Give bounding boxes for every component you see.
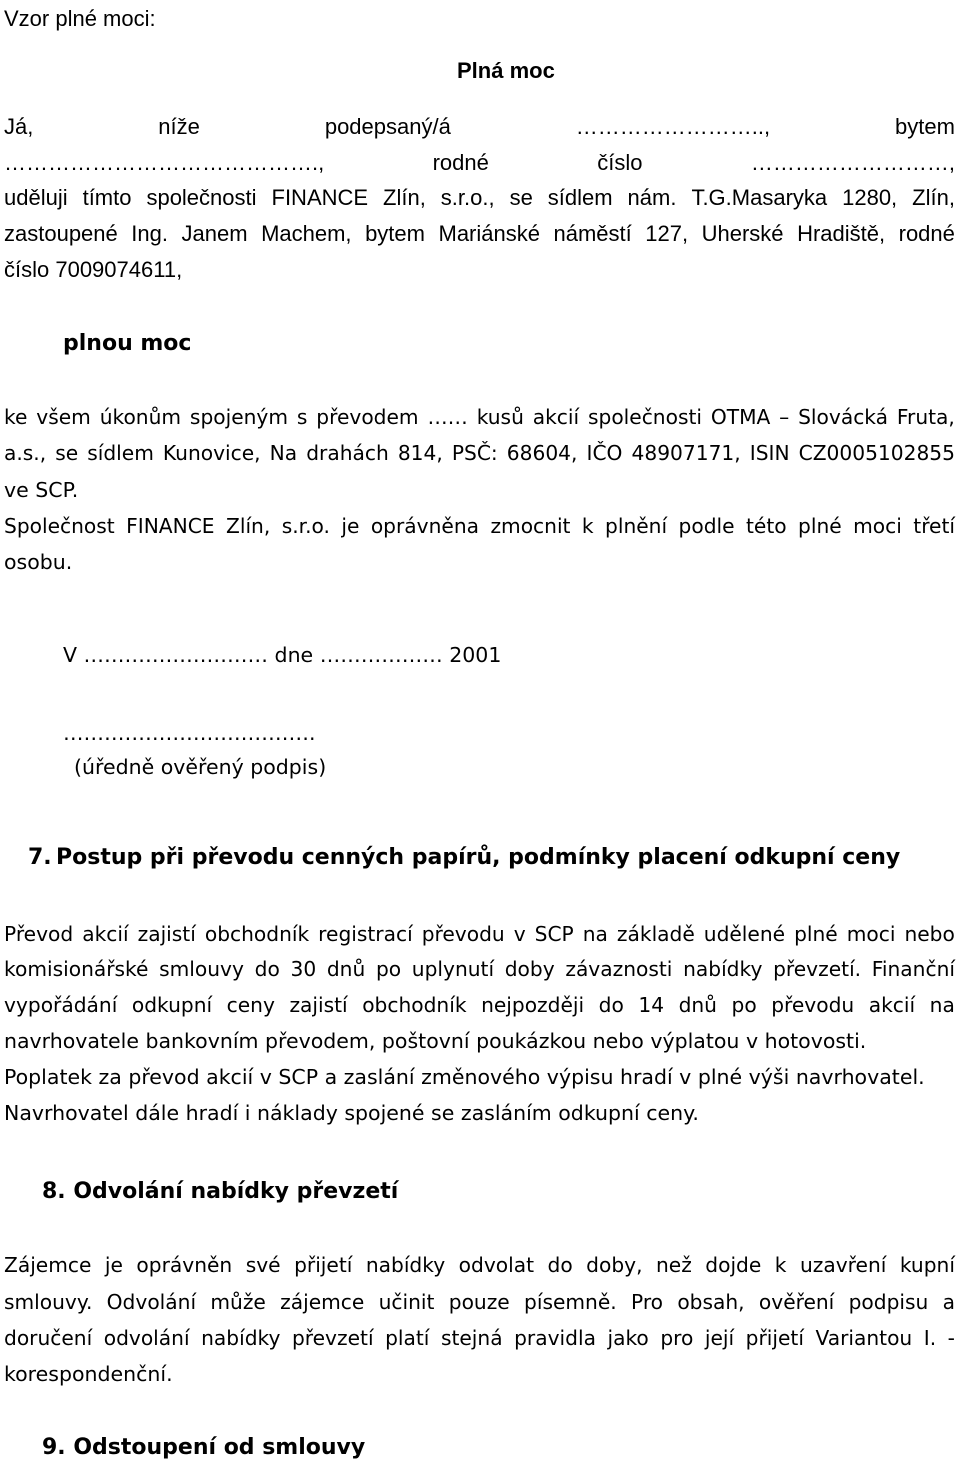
section-7-line-1: Převod akcií zajistí obchodník registrací převodu v SCP na základě udělené plné moci nebo [4, 922, 955, 946]
document-label: Vzor plné moci: [4, 6, 156, 31]
section-8-heading: 8. Odvolání nabídky převzetí [42, 1179, 399, 1204]
section-8-line-2: smlouvy. Odvolání může zájemce učinit pouze písemně. Pro obsah, ověření podpisu a [4, 1290, 955, 1314]
delegation-line-1: Společnost FINANCE Zlín, s.r.o. je oprávněna zmocnit k plnění podle této plné moci třetí [4, 514, 955, 538]
section-7-line-3: vypořádání odkupní ceny zajistí obchodník nejpozději do 14 dnů po převodu akcií na [4, 993, 955, 1017]
section-8-line-1: Zájemce je oprávněn své přijetí nabídky odvolat do doby, než dojde k uzavření kupní [4, 1253, 955, 1277]
section-7-heading: Postup při převodu cenných papírů, podmínky placení odkupní ceny [56, 845, 901, 870]
form-title: Plná moc [457, 58, 555, 83]
signature-label: (úředně ověřený podpis) [74, 755, 327, 779]
intro-line-3: uděluji tímto společnosti FINANCE Zlín, s.r.o., se sídlem nám. T.G.Masaryka 1280, Zlín, [4, 185, 955, 210]
section-7-line-6: Navrhovatel dále hradí i náklady spojené se zasláním odkupní ceny. [4, 1101, 699, 1125]
section-7-line-4: navrhovatele bankovním převodem, poštovní poukázkou nebo výplatou v hotovosti. [4, 1029, 867, 1053]
section-7-line-2: komisionářské smlouvy do 30 dnů po uplynutí doby závaznosti nabídky převzetí. Finanční [4, 957, 955, 981]
signature-line: ………………………………. [63, 721, 316, 745]
intro-line-5: číslo 7009074611, [4, 257, 183, 282]
intro-line-1: Já, níže podepsaný/á …………………….., bytem [4, 114, 955, 139]
grant-heading: plnou moc [63, 331, 192, 356]
section-8-line-3: doručení odvolání nabídky převzetí platí stejná pravidla jako pro její přijetí Variantou I. - [4, 1326, 955, 1350]
scope-line-2: a.s., se sídlem Kunovice, Na drahách 814, PSČ: 68604, IČO 48907171, ISIN CZ0005102855 [4, 441, 955, 465]
section-7-number: 7. [28, 845, 52, 870]
section-9-heading: 9. Odstoupení od smlouvy [42, 1435, 366, 1460]
intro-line-2: ……………………………………., rodné číslo ………………………, [4, 150, 955, 175]
delegation-line-2: osobu. [4, 550, 73, 574]
intro-line-4: zastoupené Ing. Janem Machem, bytem Mariánské náměstí 127, Uherské Hradiště, rodné [4, 221, 955, 246]
place-date-line: V ……………………… dne ……………… 2001 [63, 643, 502, 667]
section-8-line-4: korespondenční. [4, 1362, 173, 1386]
section-7-line-5: Poplatek za převod akcií v SCP a zaslání změnového výpisu hradí v plné výši navrhovatel. [4, 1065, 925, 1089]
scope-line-1: ke všem úkonům spojeným s převodem …… kusů akcií společnosti OTMA – Slovácká Fruta, [4, 405, 955, 429]
scope-line-3: ve SCP. [4, 478, 79, 502]
